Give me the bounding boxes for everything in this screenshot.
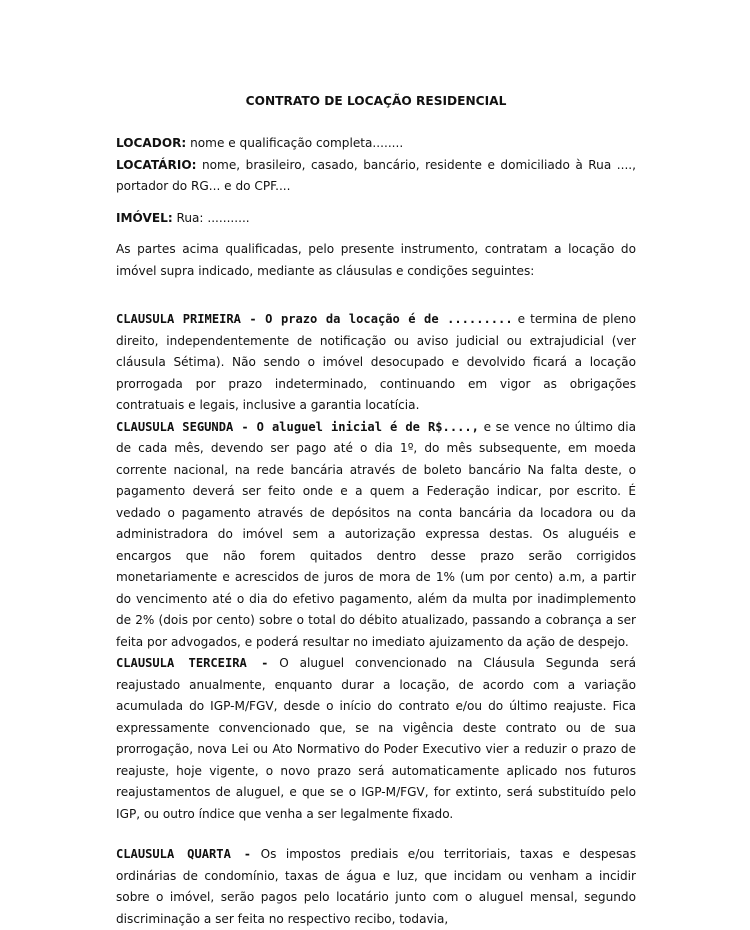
clausula-heading: CLAUSULA QUARTA - bbox=[116, 847, 252, 861]
imovel-line bbox=[116, 208, 636, 230]
clausula-quarta bbox=[116, 844, 636, 930]
clausula-terceira bbox=[116, 653, 636, 825]
locatario-text: nome, brasileiro, casado, bancário, residente e domiciliado à Rua ...., portador do RG... e do CPF.... bbox=[116, 157, 636, 193]
clausula-text: e se vence no último dia de cada mês, devendo ser pago até o dia 1º, do mês subsequente, em moeda corrente nacional, na rede bancária através de boleto bancário Na falta deste, o pagamento deverá ser feito onde e a quem a Federação indicar, por escrito. É vedado o pagamento através de depósitos na conta bancária da locadora ou da administradora do imóvel sem a autorização expressa destas. Os aluguéis e encargos que não forem quitados dentro desse prazo serão corrigidos monetariamente e acrescidos de juros de mora de 1% (um por cento) a.m, a partir do vencimento até o dia do efetivo pagamento, além da multa por inadimplemento de 2% (dois por cento) sobre o total do débito atualizado, passando a cobrança a ser feita por advogados, e poderá resultar no imediato ajuizamento da ação de despejo. bbox=[116, 419, 636, 649]
clausula-text: O aluguel convencionado na Cláusula Segunda será reajustado anualmente, enquanto durar a locação, de acordo com a variação acumulada do IGP-M/FGV, desde o início do contrato e/ou do último reajuste. Fica expressamente convencionado que, se na vigência deste contrato ou de sua prorrogação, nova Lei ou Ato Normativo do Poder Executivo vier a reduzir o prazo de reajuste, hoje vigente, o novo prazo será automaticamente aplicado nos futuros reajustamentos de aluguel, e que se o IGP-M/FGV, for extinto, será substituído pelo IGP, ou outro índice que venha a ser legalmente fixado. bbox=[116, 656, 636, 821]
clausula-text: e termina de pleno direito, independentemente de notificação ou aviso judicial ou extrajudicial (ver cláusula Sétima). Não sendo o imóvel desocupado e devolvido ficará a locação prorrogada por prazo indeterminado, continuando em vigor as obrigações contratuais e legais, inclusive a garantia locatícia. bbox=[116, 312, 636, 412]
intro-paragraph: As partes acima qualificadas, pelo presente instrumento, contratam a locação do imóvel supra indicado, mediante as cláusulas e condições seguintes: bbox=[116, 242, 636, 278]
imovel-label: IMÓVEL: bbox=[116, 210, 173, 225]
clausula-heading: CLAUSULA PRIMEIRA - O prazo da locação é de ......... bbox=[116, 312, 513, 326]
imovel-text: Rua: ........... bbox=[172, 210, 250, 225]
clausula-heading: CLAUSULA TERCEIRA - bbox=[116, 656, 269, 670]
locador-line bbox=[116, 133, 636, 155]
locador-text: nome e qualificação completa........ bbox=[186, 136, 404, 150]
clausula-segunda bbox=[116, 417, 636, 654]
document-title: CONTRATO DE LOCAÇÃO RESIDENCIAL bbox=[245, 94, 507, 108]
clausula-primeira bbox=[116, 309, 636, 417]
locatario-line bbox=[116, 155, 636, 198]
locatario-label: LOCATÁRIO: bbox=[116, 157, 197, 172]
locador-label: LOCADOR: bbox=[116, 136, 187, 150]
clausula-text: Os impostos prediais e/ou territoriais, taxas e despesas ordinárias de condomínio, taxas de água e luz, que incidam ou venham a incidir sobre o imóvel, serão pagos pelo locatário junto com o aluguel mensal, segundo discriminação a ser feita no respectivo recibo, todavia, bbox=[116, 847, 636, 926]
clausula-heading: CLAUSULA SEGUNDA - O aluguel inicial é de R$...., bbox=[116, 419, 479, 434]
